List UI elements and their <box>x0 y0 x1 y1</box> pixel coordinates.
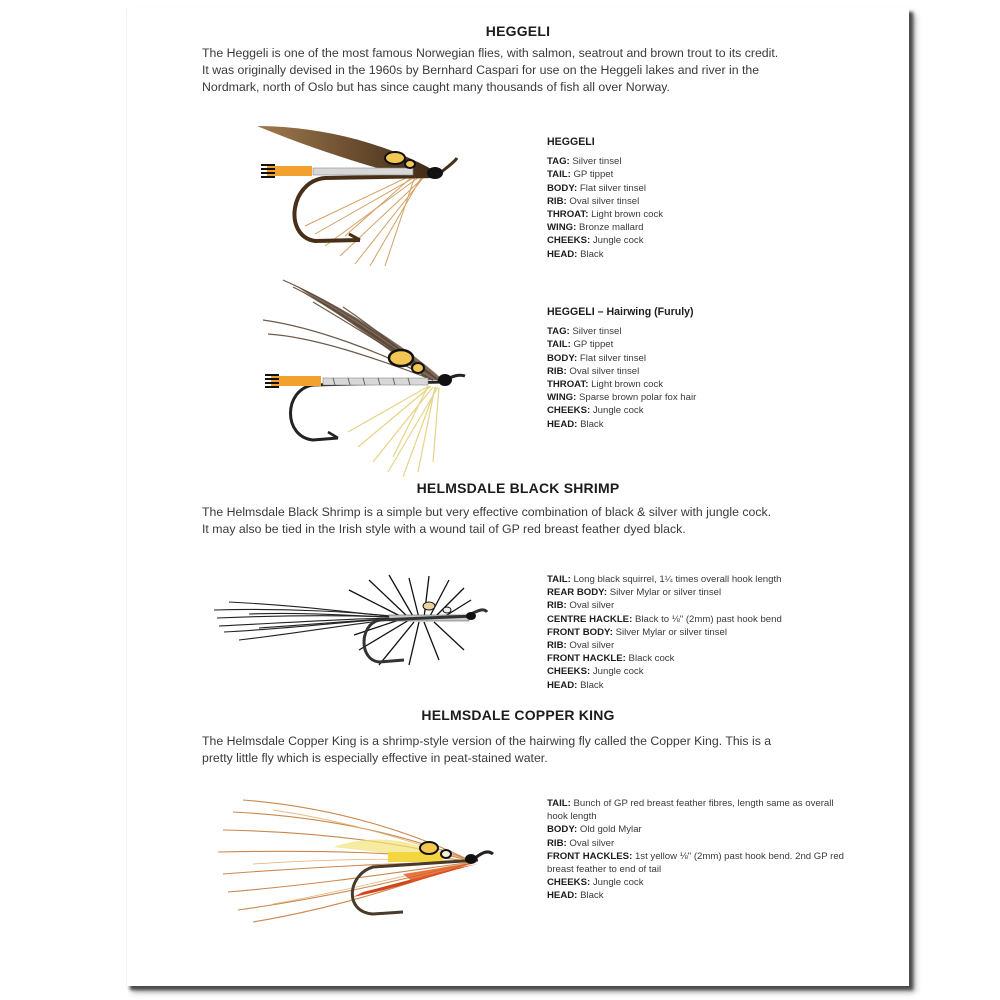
intro-line: It may also be tied in the Irish style with a wound tail of GP red breast feather dyed black. <box>202 522 686 536</box>
recipe-helmsdale-black-shrimp <box>547 573 782 692</box>
recipe-row-rib: RIB: Oval silver tinsel <box>547 365 640 377</box>
recipe-row-head: HEAD: Black <box>547 890 604 902</box>
intro-line: pretty little fly which is especially effective in peat-stained water. <box>202 751 548 765</box>
recipe-row-wing: WING: Bronze mallard <box>547 222 644 234</box>
recipe-row-tail: TAIL: GP tippet <box>547 169 614 181</box>
intro-line: The Heggeli is one of the most famous Norwegian flies, with salmon, seatrout and brown trout to its credit. <box>202 46 779 60</box>
section-intro-helmsdale-black-shrimp <box>202 504 862 538</box>
intro-line: The Helmsdale Black Shrimp is a simple but very effective combination of black & silver with jungle cock. <box>202 505 772 519</box>
recipe-row-throat: THROAT: Light brown cock <box>547 209 664 221</box>
recipe-row-tag: TAG: Silver tinsel <box>547 326 622 338</box>
recipe-row-rear-body: REAR BODY: Silver Mylar or silver tinsel <box>547 587 722 599</box>
recipe-row-rib: RIB: Oval silver <box>547 600 615 612</box>
intro-line: Nordmark, north of Oslo but has since caught many thousands of fish all over Norway. <box>202 80 670 94</box>
document-page <box>126 8 909 986</box>
recipe-row-cheeks: CHEEKS: Jungle cock <box>547 405 644 417</box>
recipe-row-tail: TAIL: Long black squirrel, 1¼ times overall hook length <box>547 574 782 585</box>
recipe-row-head: HEAD: Black <box>547 679 604 691</box>
recipe-row-front-body: FRONT BODY: Silver Mylar or silver tinsel <box>547 626 727 638</box>
recipe-name: HEGGELI – Hairwing (Furuly) <box>547 306 694 318</box>
recipe-row-body: BODY: Flat silver tinsel <box>547 182 646 194</box>
section-title-heggeli: HEGGELI <box>485 23 551 39</box>
recipe-row-wing: WING: Sparse brown polar fox hair <box>547 392 697 404</box>
recipe-row-head: HEAD: Black <box>547 248 604 260</box>
recipe-row-cheeks: CHEEKS: Jungle cock <box>547 877 644 889</box>
recipe-row-body: BODY: Old gold Mylar <box>547 824 642 836</box>
section-intro-heggeli <box>202 45 862 96</box>
recipe-row-rib: RIB: Oval silver <box>547 837 615 849</box>
recipe-row-front-hackles: FRONT HACKLES: 1st yellow ⅛" (2mm) past hook bend. 2nd GP red breast feather to end of tail <box>547 850 845 876</box>
recipe-row-body: BODY: Flat silver tinsel <box>547 352 646 364</box>
recipe-row-cheeks: CHEEKS: Jungle cock <box>547 235 644 247</box>
recipe-row-tail: TAIL: GP tippet <box>547 339 614 351</box>
recipe-row-cheeks: CHEEKS: Jungle cock <box>547 666 644 678</box>
recipe-row-rib: RIB: Oval silver tinsel <box>547 195 640 207</box>
recipe-heggeli <box>547 136 663 261</box>
recipe-helmsdale-copper-king <box>547 797 847 903</box>
section-intro-helmsdale-copper-king <box>202 733 862 767</box>
section-title-helmsdale-copper-king: HELMSDALE COPPER KING <box>421 707 615 723</box>
recipe-name: HEGGELI <box>547 136 595 148</box>
recipe-heggeli-hairwing <box>547 306 696 431</box>
helmsdale-copper-king-fly-illustration <box>213 792 503 927</box>
recipe-row-throat: THROAT: Light brown cock <box>547 379 664 391</box>
intro-line: It was originally devised in the 1960s by Bernhard Caspari for use on the Heggeli lakes and river in the <box>202 63 760 77</box>
recipe-row-tag: TAG: Silver tinsel <box>547 156 622 168</box>
recipe-row-head: HEAD: Black <box>547 418 604 430</box>
heggeli-fly-illustration <box>245 116 475 271</box>
intro-line: The Helmsdale Copper King is a shrimp-style version of the hairwing fly called the Copper King. This is a <box>202 734 772 748</box>
recipe-row-rib: RIB: Oval silver <box>547 640 615 652</box>
heggeli-hairwing-fly-illustration <box>253 272 478 477</box>
recipe-row-front-hackle: FRONT HACKLE: Black cock <box>547 653 675 665</box>
recipe-row-centre-hackle: CENTRE HACKLE: Black to ⅛" (2mm) past hook bend <box>547 613 782 625</box>
section-title-helmsdale-black-shrimp: HELMSDALE BLACK SHRIMP <box>416 480 620 496</box>
recipe-row-tail: TAIL: Bunch of GP red breast feather fibres, length same as overall hook length <box>547 798 834 823</box>
helmsdale-black-shrimp-fly-illustration <box>209 570 499 675</box>
